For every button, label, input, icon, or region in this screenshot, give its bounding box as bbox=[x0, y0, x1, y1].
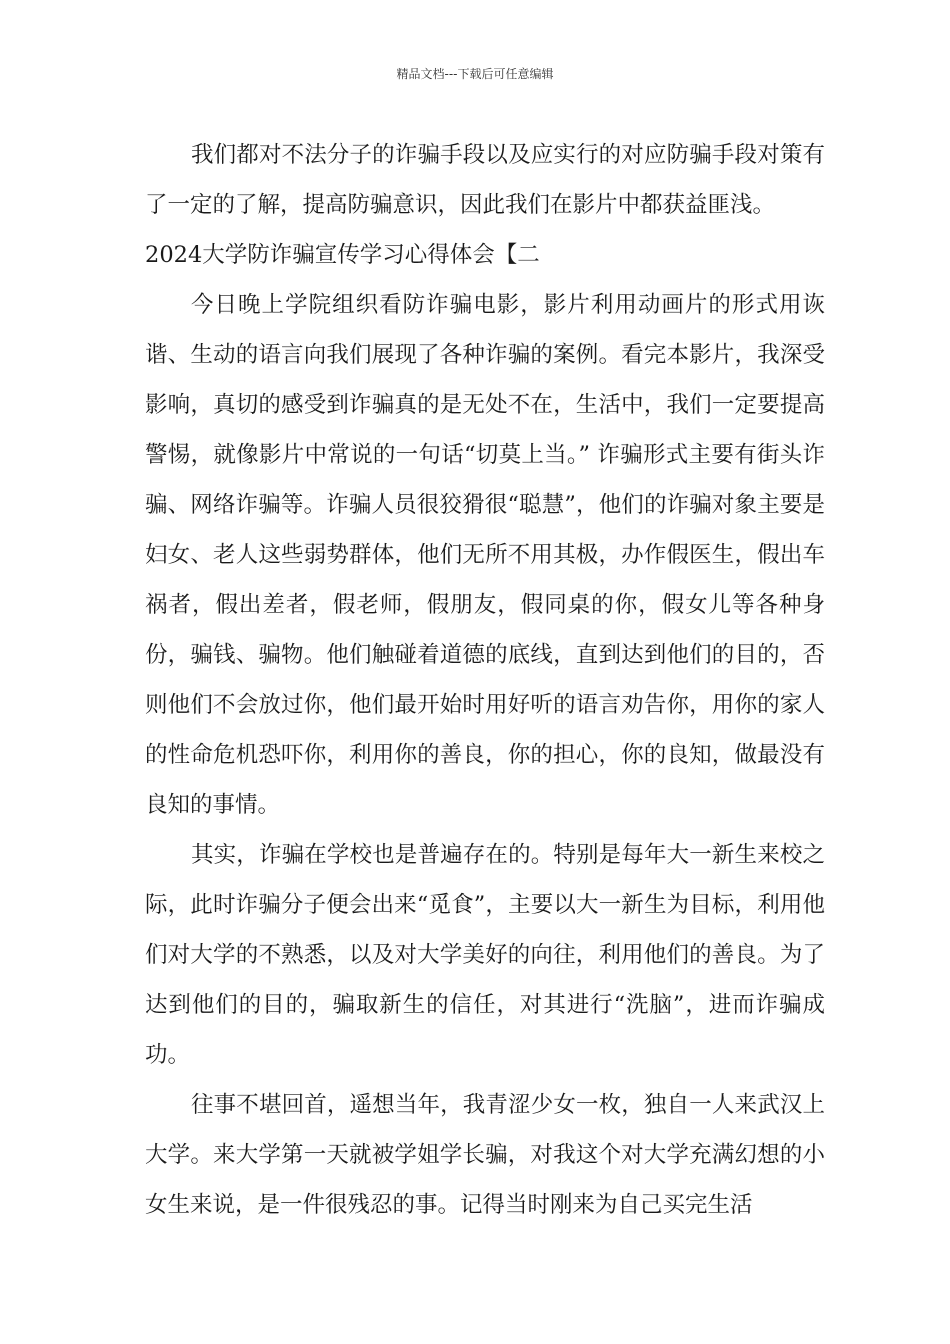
paragraph-2: 今日晚上学院组织看防诈骗电影，影片利用动画片的形式用诙谐、生动的语言向我们展现了各种诈骗的案例。看完本影片，我深受影响，真切的感受到诈骗真的是无处不在，生活中，我们一定要提高警惕，就像影片中常说的一句话“切莫上当。” 诈骗形式主要有街头诈骗、网络诈骗等。诈骗人员很狡猾很“聪慧”，他们的诈骗对象主要是妇女、老人这些弱势群体，他们无所不用其极，办作假医生，假出车祸者，假出差者，假老师，假朋友，假同桌的你，假女儿等各种身份，骗钱、骗物。他们触碰着道德的底线，直到达到他们的目的，否则他们不会放过你，他们最开始时用好听的语言劝告你，用你的家人的性命危机恐吓你，利用你的善良，你的担心，你的良知，做最没有良知的事情。 bbox=[145, 292, 825, 818]
document-body bbox=[145, 130, 825, 1230]
page-header: 精品文档---下载后可任意编辑 bbox=[396, 67, 554, 81]
section-heading: 2024大学防诈骗宣传学习心得体会【二 bbox=[145, 242, 540, 268]
paragraph-4: 往事不堪回首，遥想当年，我青涩少女一枚，独自一人来武汉上大学。来大学第一天就被学姐学长骗，对我这个对大学充满幻想的小女生来说，是一件很残忍的事。记得当时刚来为自己买完生活 bbox=[145, 1092, 825, 1218]
paragraph-3: 其实，诈骗在学校也是普遍存在的。特别是每年大一新生来校之际，此时诈骗分子便会出来“觅食”，主要以大一新生为目标，利用他们对大学的不熟悉，以及对大学美好的向往，利用他们的善良。为了达到他们的目的，骗取新生的信任，对其进行“洗脑”，进而诈骗成功。 bbox=[145, 842, 825, 1068]
paragraph-1: 我们都对不法分子的诈骗手段以及应实行的对应防骗手段对策有了一定的了解，提高防骗意识，因此我们在影片中都获益匪浅。 bbox=[145, 142, 825, 218]
